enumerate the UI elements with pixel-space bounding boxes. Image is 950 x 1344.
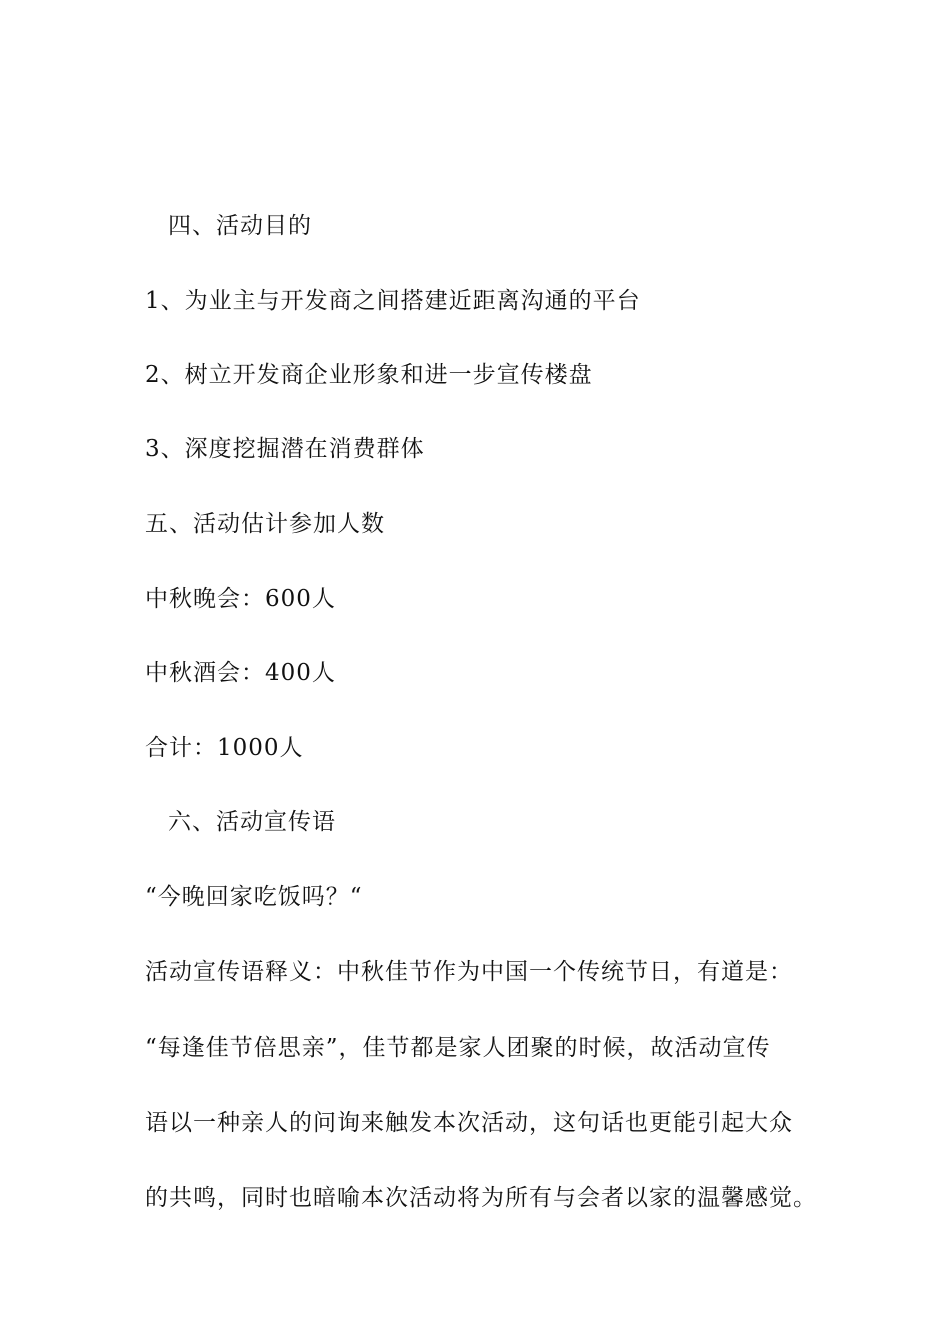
slogan-explanation-line: 活动宣传语释义：中秋佳节作为中国一个传统节日，有道是：: [145, 959, 793, 985]
attendance-row: 中秋酒会：400人: [145, 660, 336, 686]
section-heading-attendance: 五、活动估计参加人数: [145, 511, 385, 537]
list-item: 1、为业主与开发商之间搭建近距离沟通的平台: [145, 288, 641, 314]
section-heading-slogan: 六、活动宣传语: [168, 809, 336, 835]
slogan-explanation-line: “每逢佳节倍思亲”，佳节都是家人团聚的时候，故活动宣传: [145, 1035, 771, 1061]
list-item: 2、树立开发商企业形象和进一步宣传楼盘: [145, 362, 593, 388]
list-item: 3、深度挖掘潜在消费群体: [145, 436, 425, 462]
attendance-total: 合计：1000人: [145, 735, 304, 761]
slogan-quote: “今晚回家吃饭吗？“: [145, 884, 363, 910]
section-heading-purpose: 四、活动目的: [168, 213, 312, 239]
slogan-explanation-line: 的共鸣，同时也暗喻本次活动将为所有与会者以家的温馨感觉。: [145, 1185, 817, 1211]
slogan-explanation-line: 语以一种亲人的问询来触发本次活动，这句话也更能引起大众: [145, 1110, 793, 1136]
attendance-row: 中秋晚会：600人: [145, 586, 336, 612]
